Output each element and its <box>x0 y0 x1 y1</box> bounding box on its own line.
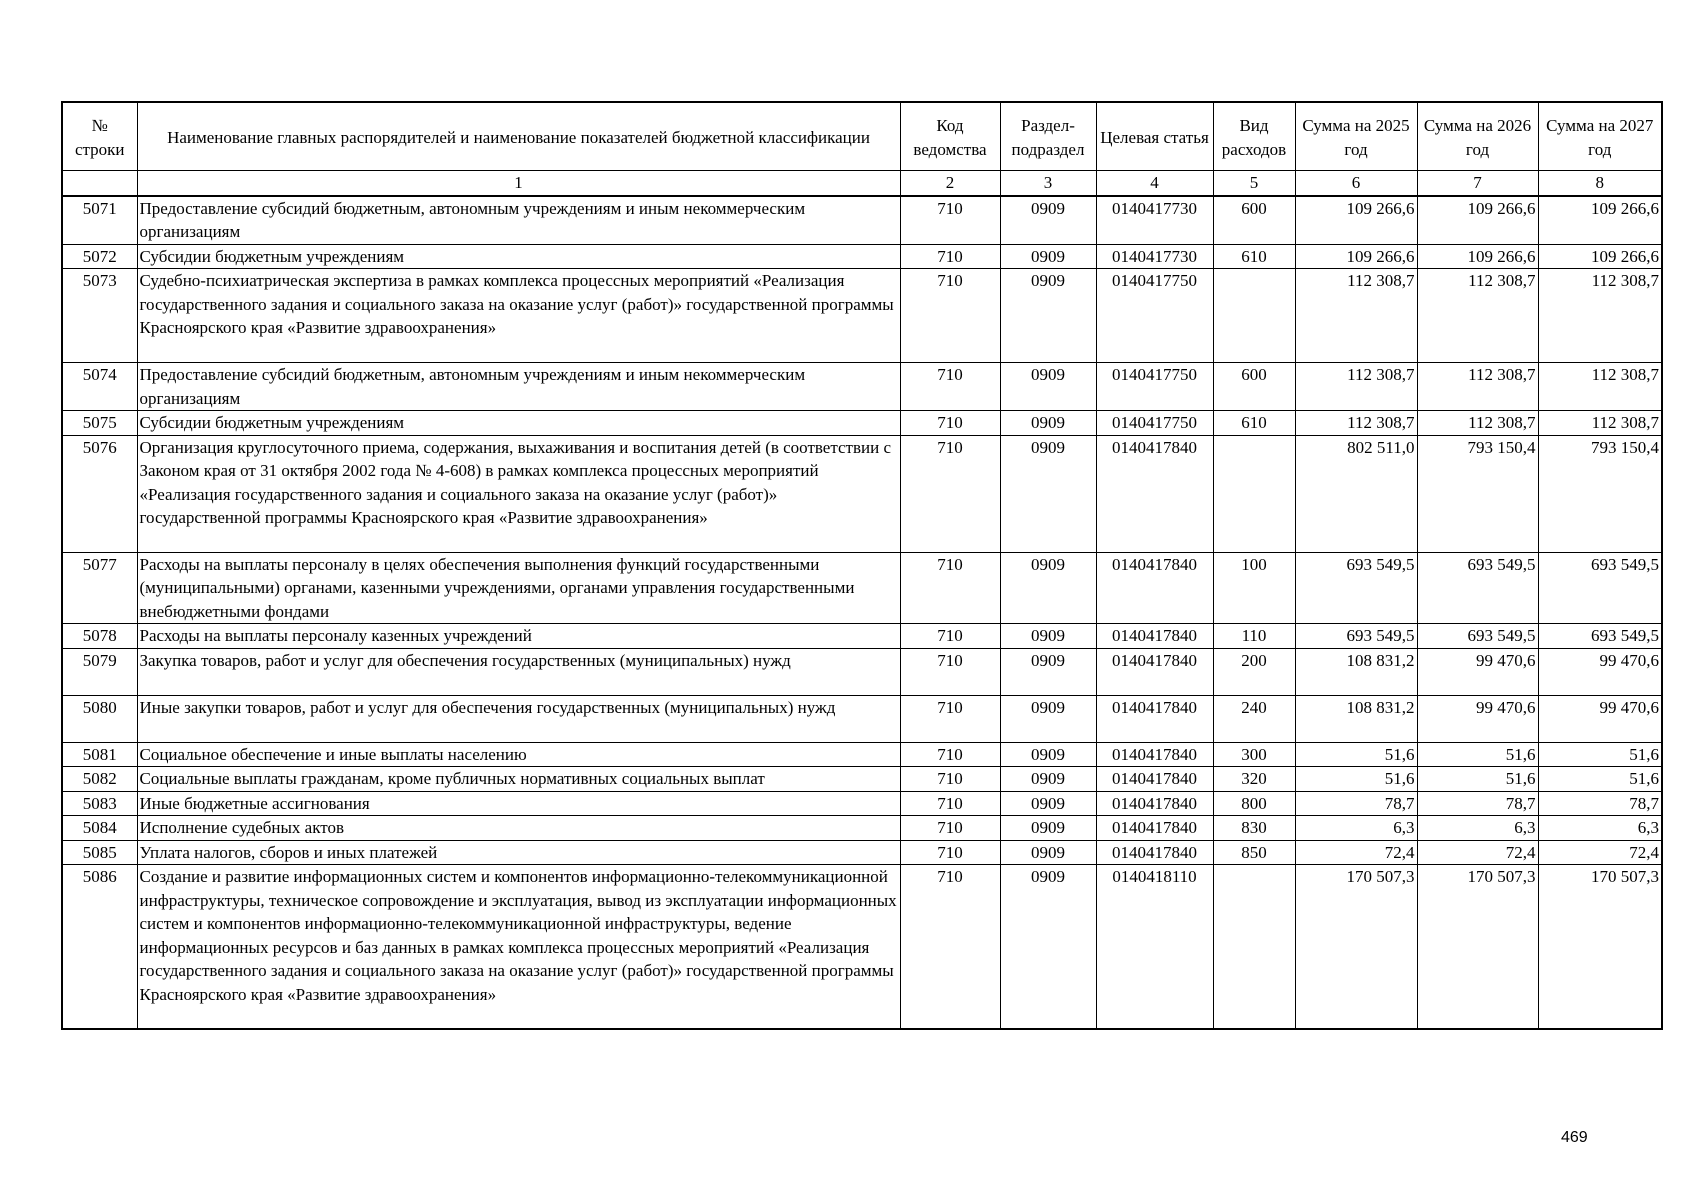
row-sum-2025: 108 831,2 <box>1295 648 1417 695</box>
row-section: 0909 <box>1000 695 1096 742</box>
row-number: 5077 <box>62 552 137 624</box>
table-row <box>62 648 1662 695</box>
row-name: Иные бюджетные ассигнования <box>137 791 900 816</box>
row-sum-2026: 72,4 <box>1417 840 1538 865</box>
row-number: 5080 <box>62 695 137 742</box>
row-expense-type <box>1213 865 1295 1030</box>
row-sum-2027: 170 507,3 <box>1538 865 1662 1030</box>
table-body <box>62 196 1662 1030</box>
row-target: 0140417730 <box>1096 244 1213 269</box>
row-number: 5085 <box>62 840 137 865</box>
row-name: Организация круглосуточного приема, содержания, выхаживания и воспитания детей (в соответствии с Законом края от 31 октября 2002 года № 4-608) в рамках комплекса процессных мероприятий «Реализация государственного задания и социального заказа на оказание услуг (работ)» государственной программы Красноярского края «Развитие здравоохранения» <box>137 435 900 552</box>
table-row <box>62 816 1662 841</box>
row-dept-code: 710 <box>900 363 1000 411</box>
row-section: 0909 <box>1000 742 1096 767</box>
row-sum-2027: 99 470,6 <box>1538 695 1662 742</box>
column-number: 6 <box>1295 171 1417 196</box>
row-section: 0909 <box>1000 791 1096 816</box>
table-row <box>62 196 1662 245</box>
row-sum-2026: 112 308,7 <box>1417 411 1538 436</box>
row-section: 0909 <box>1000 196 1096 245</box>
page-number: 469 <box>1561 1129 1588 1146</box>
row-dept-code: 710 <box>900 269 1000 363</box>
table-row <box>62 624 1662 649</box>
column-number: 8 <box>1538 171 1662 196</box>
row-name: Социальные выплаты гражданам, кроме публичных нормативных социальных выплат <box>137 767 900 792</box>
row-sum-2026: 51,6 <box>1417 742 1538 767</box>
row-name: Субсидии бюджетным учреждениям <box>137 411 900 436</box>
row-target: 0140417840 <box>1096 840 1213 865</box>
row-sum-2026: 51,6 <box>1417 767 1538 792</box>
row-expense-type: 830 <box>1213 816 1295 841</box>
row-sum-2027: 693 549,5 <box>1538 624 1662 649</box>
row-section: 0909 <box>1000 648 1096 695</box>
row-dept-code: 710 <box>900 624 1000 649</box>
row-number: 5083 <box>62 791 137 816</box>
header-sum-2025: Сумма на 2025 год <box>1295 102 1417 171</box>
row-number: 5074 <box>62 363 137 411</box>
row-number: 5073 <box>62 269 137 363</box>
row-sum-2027: 109 266,6 <box>1538 244 1662 269</box>
table-row <box>62 244 1662 269</box>
row-dept-code: 710 <box>900 767 1000 792</box>
row-sum-2025: 109 266,6 <box>1295 196 1417 245</box>
table-row <box>62 411 1662 436</box>
row-number: 5081 <box>62 742 137 767</box>
row-sum-2027: 693 549,5 <box>1538 552 1662 624</box>
row-number: 5078 <box>62 624 137 649</box>
row-name: Предоставление субсидий бюджетным, автономным учреждениям и иным некоммерческим организациям <box>137 196 900 245</box>
row-expense-type: 800 <box>1213 791 1295 816</box>
column-number: 3 <box>1000 171 1096 196</box>
row-expense-type: 200 <box>1213 648 1295 695</box>
row-sum-2027: 51,6 <box>1538 742 1662 767</box>
row-sum-2025: 802 511,0 <box>1295 435 1417 552</box>
table-row <box>62 363 1662 411</box>
row-target: 0140417750 <box>1096 363 1213 411</box>
row-expense-type: 610 <box>1213 244 1295 269</box>
row-dept-code: 710 <box>900 552 1000 624</box>
row-sum-2026: 170 507,3 <box>1417 865 1538 1030</box>
header-sum-2026: Сумма на 2026 год <box>1417 102 1538 171</box>
table-row <box>62 865 1662 1030</box>
table-row <box>62 695 1662 742</box>
column-number: 4 <box>1096 171 1213 196</box>
row-sum-2025: 170 507,3 <box>1295 865 1417 1030</box>
row-target: 0140417840 <box>1096 791 1213 816</box>
row-number: 5071 <box>62 196 137 245</box>
row-name: Расходы на выплаты персоналу в целях обеспечения выполнения функций государственными (муниципальными) органами, казенными учреждениями, органами управления государственными внебюджетными фондами <box>137 552 900 624</box>
row-target: 0140417840 <box>1096 816 1213 841</box>
row-sum-2025: 78,7 <box>1295 791 1417 816</box>
table-row <box>62 435 1662 552</box>
row-expense-type: 850 <box>1213 840 1295 865</box>
row-number: 5072 <box>62 244 137 269</box>
row-expense-type: 600 <box>1213 196 1295 245</box>
row-section: 0909 <box>1000 816 1096 841</box>
row-expense-type <box>1213 269 1295 363</box>
row-number: 5086 <box>62 865 137 1030</box>
row-name: Предоставление субсидий бюджетным, автономным учреждениям и иным некоммерческим организациям <box>137 363 900 411</box>
header-row-no: № строки <box>62 102 137 171</box>
row-sum-2027: 112 308,7 <box>1538 411 1662 436</box>
row-sum-2027: 6,3 <box>1538 816 1662 841</box>
row-number: 5084 <box>62 816 137 841</box>
row-sum-2026: 112 308,7 <box>1417 363 1538 411</box>
row-target: 0140417840 <box>1096 435 1213 552</box>
row-target: 0140417840 <box>1096 767 1213 792</box>
header-sum-2027: Сумма на 2027 год <box>1538 102 1662 171</box>
row-expense-type: 240 <box>1213 695 1295 742</box>
row-sum-2027: 51,6 <box>1538 767 1662 792</box>
row-dept-code: 710 <box>900 791 1000 816</box>
table-row <box>62 791 1662 816</box>
row-sum-2025: 72,4 <box>1295 840 1417 865</box>
row-expense-type: 320 <box>1213 767 1295 792</box>
row-dept-code: 710 <box>900 435 1000 552</box>
row-sum-2027: 112 308,7 <box>1538 269 1662 363</box>
row-dept-code: 710 <box>900 196 1000 245</box>
row-name: Исполнение судебных актов <box>137 816 900 841</box>
row-sum-2026: 793 150,4 <box>1417 435 1538 552</box>
row-name: Судебно-психиатрическая экспертиза в рамках комплекса процессных мероприятий «Реализация государственного задания и социального заказа на оказание услуг (работ)» государственной программы Красноярского края «Развитие здравоохранения» <box>137 269 900 363</box>
table-row <box>62 840 1662 865</box>
row-section: 0909 <box>1000 840 1096 865</box>
row-sum-2025: 112 308,7 <box>1295 269 1417 363</box>
header-target: Целевая статья <box>1096 102 1213 171</box>
row-section: 0909 <box>1000 269 1096 363</box>
row-expense-type: 100 <box>1213 552 1295 624</box>
row-target: 0140417840 <box>1096 624 1213 649</box>
row-target: 0140417750 <box>1096 269 1213 363</box>
row-target: 0140417840 <box>1096 552 1213 624</box>
row-expense-type <box>1213 435 1295 552</box>
row-sum-2025: 112 308,7 <box>1295 363 1417 411</box>
row-number: 5079 <box>62 648 137 695</box>
row-dept-code: 710 <box>900 411 1000 436</box>
row-sum-2026: 99 470,6 <box>1417 648 1538 695</box>
row-section: 0909 <box>1000 624 1096 649</box>
row-sum-2027: 109 266,6 <box>1538 196 1662 245</box>
column-number: 2 <box>900 171 1000 196</box>
row-number: 5082 <box>62 767 137 792</box>
row-section: 0909 <box>1000 244 1096 269</box>
row-sum-2025: 108 831,2 <box>1295 695 1417 742</box>
row-name: Создание и развитие информационных систем и компонентов информационно-телекоммуникационной инфраструктуры, техническое сопровождение и эксплуатация, вывод из эксплуатации информационных систем и компонентов информационно-телекоммуникационной инфраструктуры, ведение информационных ресурсов и баз данных в рамках комплекса процессных мероприятий «Реализация государственного задания и социального заказа на оказание услуг (работ)» государственной программы Красноярского края «Развитие здравоохранения» <box>137 865 900 1030</box>
header-row <box>62 102 1662 171</box>
row-sum-2026: 6,3 <box>1417 816 1538 841</box>
row-sum-2027: 72,4 <box>1538 840 1662 865</box>
row-dept-code: 710 <box>900 840 1000 865</box>
row-sum-2025: 51,6 <box>1295 767 1417 792</box>
row-section: 0909 <box>1000 363 1096 411</box>
row-sum-2025: 109 266,6 <box>1295 244 1417 269</box>
row-expense-type: 600 <box>1213 363 1295 411</box>
header-section: Раздел-подраздел <box>1000 102 1096 171</box>
row-dept-code: 710 <box>900 695 1000 742</box>
row-name: Иные закупки товаров, работ и услуг для обеспечения государственных (муниципальных) нужд <box>137 695 900 742</box>
column-numbers-row <box>62 171 1662 196</box>
row-expense-type: 300 <box>1213 742 1295 767</box>
row-dept-code: 710 <box>900 648 1000 695</box>
row-sum-2025: 112 308,7 <box>1295 411 1417 436</box>
column-number: 7 <box>1417 171 1538 196</box>
row-sum-2025: 693 549,5 <box>1295 552 1417 624</box>
row-sum-2027: 78,7 <box>1538 791 1662 816</box>
table-row <box>62 269 1662 363</box>
row-target: 0140417840 <box>1096 648 1213 695</box>
row-name: Уплата налогов, сборов и иных платежей <box>137 840 900 865</box>
row-target: 0140417840 <box>1096 742 1213 767</box>
row-expense-type: 110 <box>1213 624 1295 649</box>
row-sum-2026: 109 266,6 <box>1417 244 1538 269</box>
row-sum-2026: 99 470,6 <box>1417 695 1538 742</box>
row-number: 5075 <box>62 411 137 436</box>
row-target: 0140418110 <box>1096 865 1213 1030</box>
row-sum-2025: 693 549,5 <box>1295 624 1417 649</box>
column-number <box>62 171 137 196</box>
header-name: Наименование главных распорядителей и наименование показателей бюджетной классификации <box>137 102 900 171</box>
row-sum-2026: 693 549,5 <box>1417 552 1538 624</box>
table-row <box>62 767 1662 792</box>
row-number: 5076 <box>62 435 137 552</box>
row-sum-2025: 51,6 <box>1295 742 1417 767</box>
row-name: Субсидии бюджетным учреждениям <box>137 244 900 269</box>
row-sum-2027: 793 150,4 <box>1538 435 1662 552</box>
column-number: 5 <box>1213 171 1295 196</box>
row-section: 0909 <box>1000 767 1096 792</box>
row-section: 0909 <box>1000 552 1096 624</box>
row-dept-code: 710 <box>900 816 1000 841</box>
header-expense-type: Вид расходов <box>1213 102 1295 171</box>
row-name: Социальное обеспечение и иные выплаты населению <box>137 742 900 767</box>
row-expense-type: 610 <box>1213 411 1295 436</box>
row-target: 0140417750 <box>1096 411 1213 436</box>
row-sum-2027: 112 308,7 <box>1538 363 1662 411</box>
row-sum-2026: 78,7 <box>1417 791 1538 816</box>
row-dept-code: 710 <box>900 244 1000 269</box>
row-section: 0909 <box>1000 435 1096 552</box>
row-section: 0909 <box>1000 411 1096 436</box>
row-section: 0909 <box>1000 865 1096 1030</box>
row-target: 0140417730 <box>1096 196 1213 245</box>
row-dept-code: 710 <box>900 742 1000 767</box>
row-target: 0140417840 <box>1096 695 1213 742</box>
table-row <box>62 552 1662 624</box>
header-dept-code: Код ведомства <box>900 102 1000 171</box>
row-dept-code: 710 <box>900 865 1000 1030</box>
column-number: 1 <box>137 171 900 196</box>
row-sum-2027: 99 470,6 <box>1538 648 1662 695</box>
row-sum-2026: 112 308,7 <box>1417 269 1538 363</box>
row-sum-2025: 6,3 <box>1295 816 1417 841</box>
row-name: Закупка товаров, работ и услуг для обеспечения государственных (муниципальных) нужд <box>137 648 900 695</box>
row-sum-2026: 693 549,5 <box>1417 624 1538 649</box>
budget-table <box>61 101 1663 1030</box>
row-name: Расходы на выплаты персоналу казенных учреждений <box>137 624 900 649</box>
table-row <box>62 742 1662 767</box>
row-sum-2026: 109 266,6 <box>1417 196 1538 245</box>
